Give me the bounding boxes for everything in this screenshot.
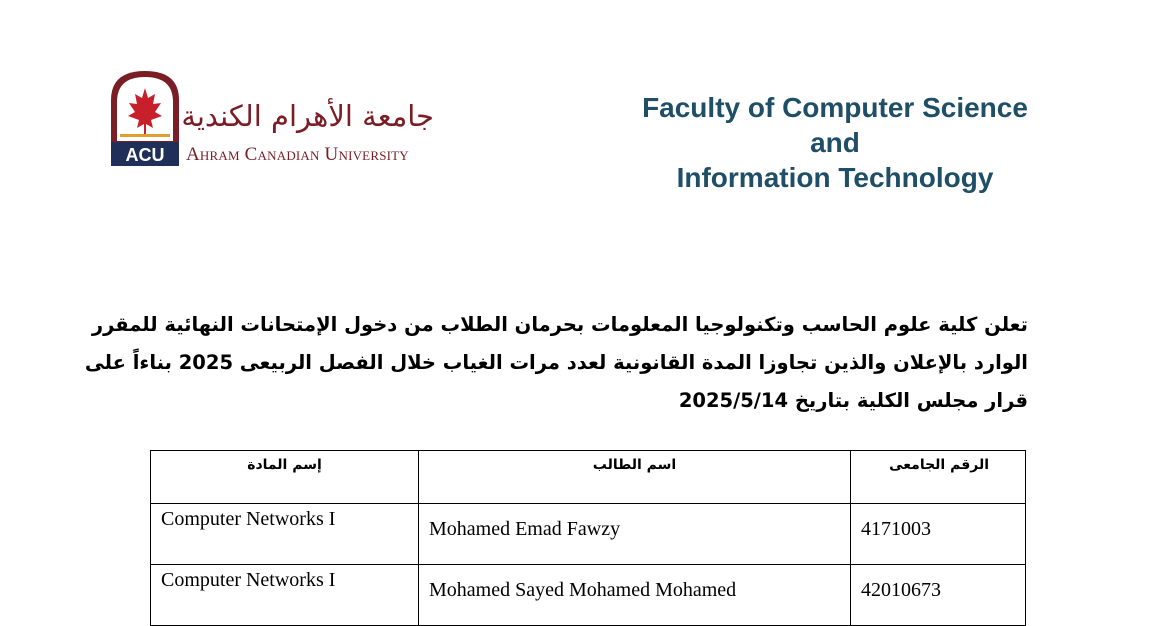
announcement-line-1: تعلن كلية علوم الحاسب وتكنولوجيا المعلومات بحرمان الطلاب من دخول الإمتحانات النهائية للمقرر	[91, 313, 1028, 336]
announcement-line-3: قرار مجلس الكلية بتاريخ 2025/5/14	[678, 389, 1028, 412]
table-row	[151, 504, 1026, 565]
barred-students-table	[150, 450, 1026, 626]
cell-student-id: 4171003	[851, 504, 1026, 565]
table-row	[151, 565, 1026, 626]
header-student-id: الرقم الجامعى	[851, 451, 1026, 504]
cell-course: Computer Networks I	[151, 504, 419, 565]
announcement-line-2: الوارد بالإعلان والذين تجاوزا المدة القانونية لعدد مرات الغياب خلال الفصل الربيعى 2025 بناءاً على	[84, 351, 1028, 374]
cell-student-name: Mohamed Sayed Mohamed Mohamed	[419, 565, 851, 626]
university-logo	[108, 68, 433, 168]
announcement-text	[84, 306, 1028, 420]
header-course: إسم المادة	[151, 451, 419, 504]
faculty-title	[595, 90, 1075, 195]
cell-student-id: 42010673	[851, 565, 1026, 626]
emblem-text: ACU	[125, 145, 165, 165]
faculty-title-line-3: Information Technology	[676, 162, 994, 193]
university-arabic-name: جامعة الأهرام الكندية	[181, 99, 434, 133]
university-english-name: Ahram Canadian University	[186, 144, 409, 165]
table-header-row	[151, 451, 1026, 504]
cell-student-name: Mohamed Emad Fawzy	[419, 504, 851, 565]
faculty-title-line-1: Faculty of Computer Science	[642, 92, 1028, 123]
faculty-title-line-2: and	[810, 127, 860, 158]
university-emblem-icon	[108, 68, 182, 168]
cell-course: Computer Networks I	[151, 565, 419, 626]
header-student-name: اسم الطالب	[419, 451, 851, 504]
